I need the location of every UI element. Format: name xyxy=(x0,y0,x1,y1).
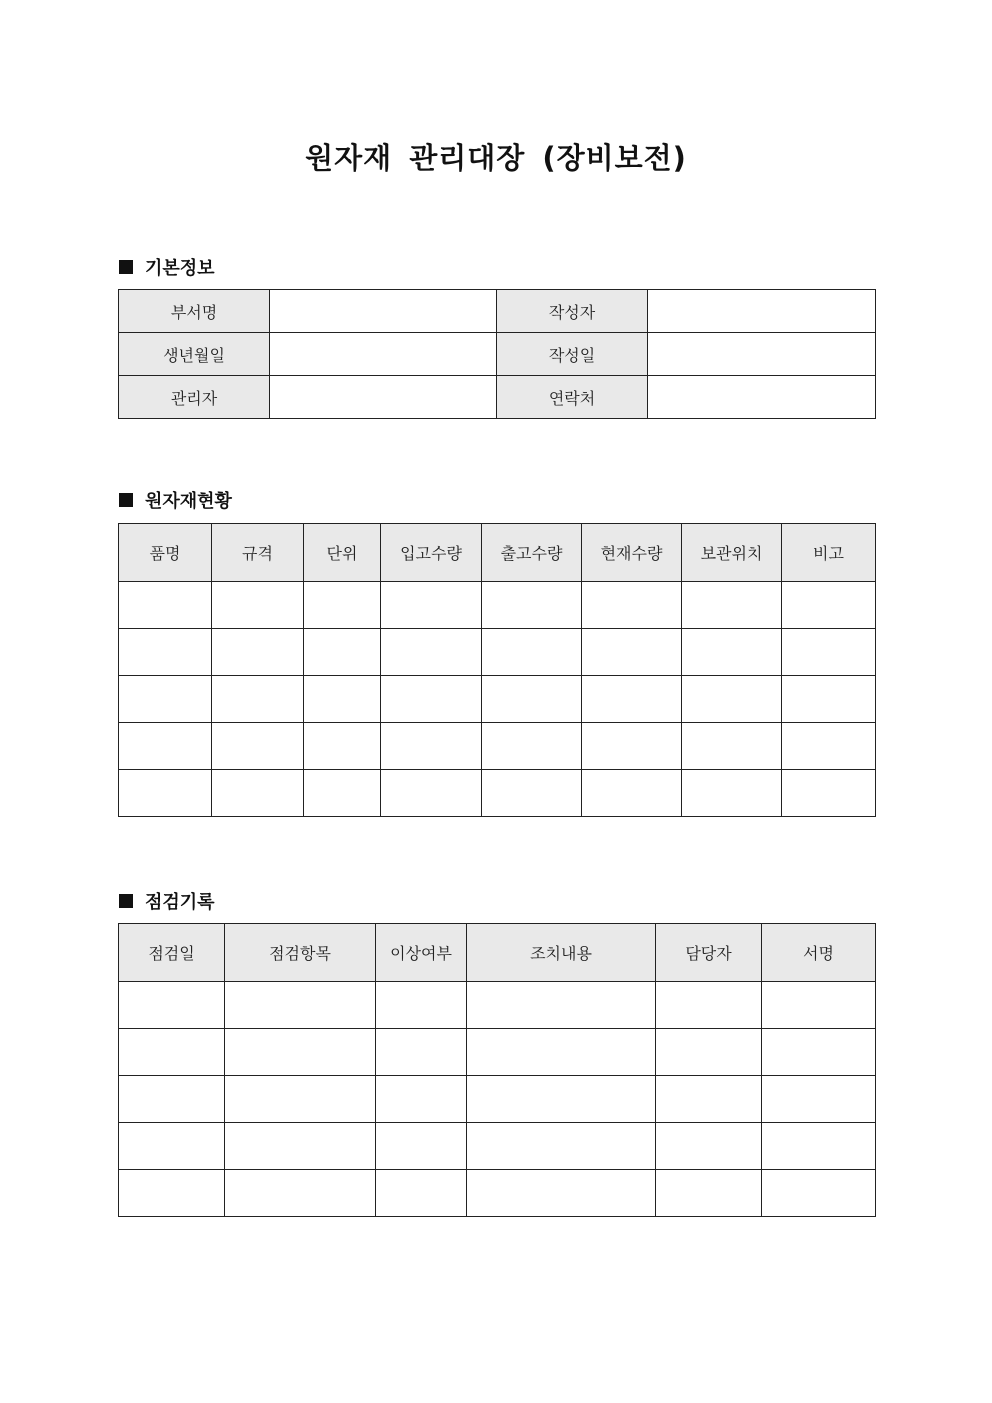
column-header: 서명 xyxy=(762,924,876,982)
table-row xyxy=(119,629,876,676)
contact-field[interactable] xyxy=(648,376,876,419)
column-header: 조치내용 xyxy=(467,924,656,982)
table-cell[interactable] xyxy=(782,723,876,770)
date-written-label: 작성일 xyxy=(497,333,648,376)
table-cell[interactable] xyxy=(656,982,762,1029)
table-cell[interactable] xyxy=(682,582,782,629)
table-cell[interactable] xyxy=(212,676,304,723)
table-cell[interactable] xyxy=(225,1123,376,1170)
table-cell[interactable] xyxy=(376,982,467,1029)
table-cell[interactable] xyxy=(762,982,876,1029)
column-header: 이상여부 xyxy=(376,924,467,982)
table-row xyxy=(119,1076,876,1123)
manager-field[interactable] xyxy=(270,376,497,419)
section-heading-check xyxy=(119,888,215,914)
table-cell[interactable] xyxy=(582,629,682,676)
column-header: 품명 xyxy=(119,524,212,582)
section-heading-basic xyxy=(119,254,215,280)
table-cell[interactable] xyxy=(304,676,381,723)
table-cell[interactable] xyxy=(656,1123,762,1170)
table-cell[interactable] xyxy=(119,1076,225,1123)
contact-label: 연락처 xyxy=(497,376,648,419)
table-cell[interactable] xyxy=(656,1170,762,1217)
table-cell[interactable] xyxy=(482,723,582,770)
table-cell[interactable] xyxy=(582,582,682,629)
table-cell[interactable] xyxy=(582,676,682,723)
department-label: 부서명 xyxy=(119,290,270,333)
stock-status-table xyxy=(118,523,876,817)
column-header: 점검항목 xyxy=(225,924,376,982)
table-cell[interactable] xyxy=(467,1170,656,1217)
table-cell[interactable] xyxy=(212,723,304,770)
table-cell[interactable] xyxy=(119,982,225,1029)
table-row xyxy=(119,376,876,419)
column-header: 담당자 xyxy=(656,924,762,982)
table-row xyxy=(119,676,876,723)
table-cell[interactable] xyxy=(682,770,782,817)
table-cell[interactable] xyxy=(467,1029,656,1076)
table-cell[interactable] xyxy=(482,629,582,676)
department-field[interactable] xyxy=(270,290,497,333)
table-cell[interactable] xyxy=(381,676,482,723)
birthdate-field[interactable] xyxy=(270,333,497,376)
column-header: 점검일 xyxy=(119,924,225,982)
table-cell[interactable] xyxy=(482,676,582,723)
table-cell[interactable] xyxy=(467,1123,656,1170)
table-cell[interactable] xyxy=(376,1029,467,1076)
table-cell[interactable] xyxy=(225,1170,376,1217)
table-cell[interactable] xyxy=(119,582,212,629)
table-cell[interactable] xyxy=(119,1123,225,1170)
table-cell[interactable] xyxy=(762,1076,876,1123)
table-cell[interactable] xyxy=(682,629,782,676)
table-cell[interactable] xyxy=(482,770,582,817)
table-row xyxy=(119,333,876,376)
author-field[interactable] xyxy=(648,290,876,333)
column-header: 규격 xyxy=(212,524,304,582)
table-cell[interactable] xyxy=(467,982,656,1029)
manager-label: 관리자 xyxy=(119,376,270,419)
table-cell[interactable] xyxy=(381,629,482,676)
author-label: 작성자 xyxy=(497,290,648,333)
table-row xyxy=(119,770,876,817)
table-cell[interactable] xyxy=(762,1170,876,1217)
table-cell[interactable] xyxy=(782,676,876,723)
table-cell[interactable] xyxy=(212,582,304,629)
table-cell[interactable] xyxy=(782,582,876,629)
table-cell[interactable] xyxy=(682,676,782,723)
table-cell[interactable] xyxy=(212,770,304,817)
table-cell[interactable] xyxy=(119,723,212,770)
birthdate-label: 생년월일 xyxy=(119,333,270,376)
table-row xyxy=(119,723,876,770)
table-header-row xyxy=(119,524,876,582)
square-bullet-icon xyxy=(119,260,133,274)
section-heading-label: 점검기록 xyxy=(145,892,215,913)
table-cell[interactable] xyxy=(482,582,582,629)
table-cell[interactable] xyxy=(782,629,876,676)
table-cell[interactable] xyxy=(381,582,482,629)
table-cell[interactable] xyxy=(225,1029,376,1076)
table-cell[interactable] xyxy=(782,770,876,817)
column-header: 출고수량 xyxy=(482,524,582,582)
table-cell[interactable] xyxy=(376,1170,467,1217)
table-cell[interactable] xyxy=(762,1123,876,1170)
table-cell[interactable] xyxy=(656,1076,762,1123)
table-row xyxy=(119,290,876,333)
table-cell[interactable] xyxy=(381,723,482,770)
table-cell[interactable] xyxy=(119,1170,225,1217)
table-cell[interactable] xyxy=(656,1029,762,1076)
table-cell[interactable] xyxy=(225,982,376,1029)
table-cell[interactable] xyxy=(304,723,381,770)
table-row xyxy=(119,982,876,1029)
section-heading-stock xyxy=(119,487,232,513)
column-header: 단위 xyxy=(304,524,381,582)
table-cell[interactable] xyxy=(119,676,212,723)
page-title: 원자재 관리대장 (장비보전) xyxy=(305,141,687,175)
table-cell[interactable] xyxy=(376,1076,467,1123)
table-cell[interactable] xyxy=(119,770,212,817)
table-cell[interactable] xyxy=(304,582,381,629)
table-row xyxy=(119,1123,876,1170)
table-cell[interactable] xyxy=(582,723,682,770)
table-cell[interactable] xyxy=(381,770,482,817)
column-header: 현재수량 xyxy=(582,524,682,582)
square-bullet-icon xyxy=(119,894,133,908)
table-cell[interactable] xyxy=(582,770,682,817)
column-header: 비고 xyxy=(782,524,876,582)
column-header: 보관위치 xyxy=(682,524,782,582)
table-cell[interactable] xyxy=(762,1029,876,1076)
table-cell[interactable] xyxy=(119,1029,225,1076)
inspection-record-table xyxy=(118,923,876,1217)
basic-info-table xyxy=(118,289,876,419)
table-cell[interactable] xyxy=(467,1076,656,1123)
table-cell[interactable] xyxy=(225,1076,376,1123)
table-cell[interactable] xyxy=(682,723,782,770)
table-cell[interactable] xyxy=(119,629,212,676)
table-cell[interactable] xyxy=(212,629,304,676)
table-row xyxy=(119,582,876,629)
section-heading-label: 기본정보 xyxy=(145,258,215,279)
table-cell[interactable] xyxy=(304,629,381,676)
column-header: 입고수량 xyxy=(381,524,482,582)
table-header-row xyxy=(119,924,876,982)
table-cell[interactable] xyxy=(376,1123,467,1170)
table-row xyxy=(119,1170,876,1217)
date-written-field[interactable] xyxy=(648,333,876,376)
table-row xyxy=(119,1029,876,1076)
square-bullet-icon xyxy=(119,493,133,507)
section-heading-label: 원자재현황 xyxy=(145,491,232,512)
table-cell[interactable] xyxy=(304,770,381,817)
